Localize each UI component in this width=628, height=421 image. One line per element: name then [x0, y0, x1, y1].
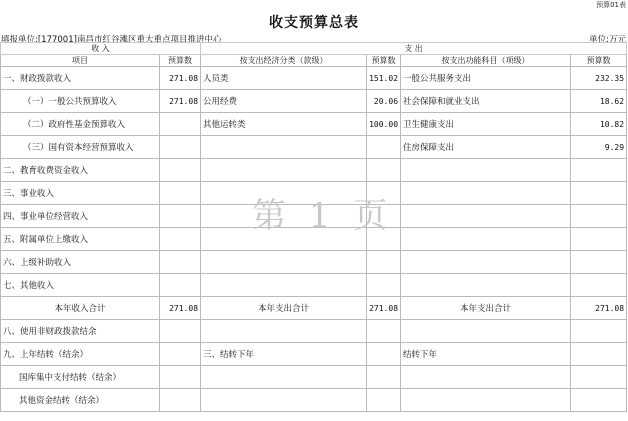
row-item: 四、事业单位经营收入	[1, 205, 160, 228]
row-item: 六、上级补助收入	[1, 251, 160, 274]
table-row	[1, 67, 627, 90]
row-func-class: 本年支出合计	[401, 297, 571, 320]
col-budget1-header: 预算数	[160, 55, 201, 67]
row-budget-econ: 100.00	[367, 113, 401, 136]
row-budget-income	[160, 251, 201, 274]
row-econ-class	[201, 136, 367, 159]
row-econ-class: 其他运转类	[201, 113, 367, 136]
row-budget-func	[571, 182, 627, 205]
row-func-class	[401, 159, 571, 182]
row-budget-func: 232.35	[571, 67, 627, 90]
row-budget-income: 271.08	[160, 67, 201, 90]
col-item-header: 项目	[1, 55, 160, 67]
row-budget-income	[160, 228, 201, 251]
row-item: 八、使用非财政拨款结余	[1, 320, 160, 343]
row-budget-income: 271.08	[160, 297, 201, 320]
row-budget-income: 271.08	[160, 90, 201, 113]
row-budget-econ	[367, 343, 401, 366]
row-item: 七、其他收入	[1, 274, 160, 297]
sheet-id: 预算01表	[596, 1, 626, 9]
row-budget-func	[571, 389, 627, 412]
row-budget-func: 271.08	[571, 297, 627, 320]
row-budget-func: 9.29	[571, 136, 627, 159]
reporting-unit: 填报单位:[177001]南昌市红谷滩区重大重点项目推进中心	[1, 35, 222, 45]
row-func-class	[401, 251, 571, 274]
row-func-class	[401, 228, 571, 251]
row-item: 九、上年结转（结余）	[1, 343, 160, 366]
row-func-class	[401, 320, 571, 343]
row-budget-income	[160, 113, 201, 136]
row-budget-func: 10.82	[571, 113, 627, 136]
table-row	[1, 343, 627, 366]
row-budget-func	[571, 366, 627, 389]
row-budget-econ	[367, 366, 401, 389]
row-func-class: 住房保障支出	[401, 136, 571, 159]
table-row	[1, 90, 627, 113]
row-budget-func	[571, 320, 627, 343]
row-item: 本年收入合计	[1, 297, 160, 320]
row-econ-class	[201, 159, 367, 182]
row-budget-econ	[367, 251, 401, 274]
row-budget-income	[160, 320, 201, 343]
row-econ-class	[201, 274, 367, 297]
row-func-class	[401, 274, 571, 297]
row-budget-econ	[367, 159, 401, 182]
currency-unit: 单位:万元	[589, 35, 626, 45]
table-row	[1, 159, 627, 182]
header-row-columns	[1, 55, 627, 67]
row-budget-econ	[367, 320, 401, 343]
page-watermark: 第 1 页	[252, 196, 394, 236]
row-budget-econ: 271.08	[367, 297, 401, 320]
expense-header: 支 出	[201, 43, 627, 55]
row-budget-income	[160, 182, 201, 205]
row-econ-class	[201, 320, 367, 343]
row-budget-func	[571, 251, 627, 274]
row-budget-income	[160, 274, 201, 297]
header-row-group	[1, 43, 627, 55]
page-title: 收支预算总表	[269, 15, 359, 31]
income-header: 收 入	[1, 43, 201, 55]
row-econ-class: 人员类	[201, 67, 367, 90]
row-item: 五、附属单位上缴收入	[1, 228, 160, 251]
row-func-class: 社会保障和就业支出	[401, 90, 571, 113]
row-func-class	[401, 182, 571, 205]
table-row	[1, 113, 627, 136]
row-budget-income	[160, 366, 201, 389]
row-budget-econ	[367, 274, 401, 297]
table-row	[1, 251, 627, 274]
row-budget-income	[160, 159, 201, 182]
row-budget-income	[160, 136, 201, 159]
table-row	[1, 389, 627, 412]
row-budget-func	[571, 343, 627, 366]
row-budget-econ: 151.02	[367, 67, 401, 90]
row-econ-class: 本年支出合计	[201, 297, 367, 320]
row-econ-class	[201, 366, 367, 389]
col-econ-header: 按支出经济分类（款级）	[201, 55, 367, 67]
row-func-class	[401, 205, 571, 228]
row-budget-income	[160, 343, 201, 366]
row-func-class: 结转下年	[401, 343, 571, 366]
row-budget-econ	[367, 136, 401, 159]
row-func-class	[401, 389, 571, 412]
row-item: （三）国有资本经营预算收入	[1, 136, 160, 159]
row-budget-income	[160, 389, 201, 412]
table-row	[1, 274, 627, 297]
row-item: （一）一般公共预算收入	[1, 90, 160, 113]
row-budget-func	[571, 159, 627, 182]
row-budget-econ	[367, 389, 401, 412]
row-func-class	[401, 366, 571, 389]
row-econ-class	[201, 389, 367, 412]
table-row	[1, 366, 627, 389]
row-budget-func	[571, 205, 627, 228]
row-func-class: 卫生健康支出	[401, 113, 571, 136]
table-row	[1, 136, 627, 159]
row-item: 二、教育收费资金收入	[1, 159, 160, 182]
col-func-header: 按支出功能科目（项级）	[401, 55, 571, 67]
row-item: 国库集中支付结转（结余）	[1, 366, 160, 389]
col-budget2-header: 预算数	[367, 55, 401, 67]
row-item: 三、事业收入	[1, 182, 160, 205]
table-row	[1, 320, 627, 343]
row-budget-func: 18.62	[571, 90, 627, 113]
row-func-class: 一般公共服务支出	[401, 67, 571, 90]
row-econ-class: 公用经费	[201, 90, 367, 113]
row-item: 其他资金结转（结余）	[1, 389, 160, 412]
row-econ-class	[201, 251, 367, 274]
row-econ-class: 三、结转下年	[201, 343, 367, 366]
row-item: 一、财政拨款收入	[1, 67, 160, 90]
row-item: （二）政府性基金预算收入	[1, 113, 160, 136]
row-budget-func	[571, 228, 627, 251]
row-budget-econ: 20.06	[367, 90, 401, 113]
col-budget3-header: 预算数	[571, 55, 627, 67]
table-row	[1, 297, 627, 320]
row-budget-income	[160, 205, 201, 228]
row-budget-func	[571, 274, 627, 297]
